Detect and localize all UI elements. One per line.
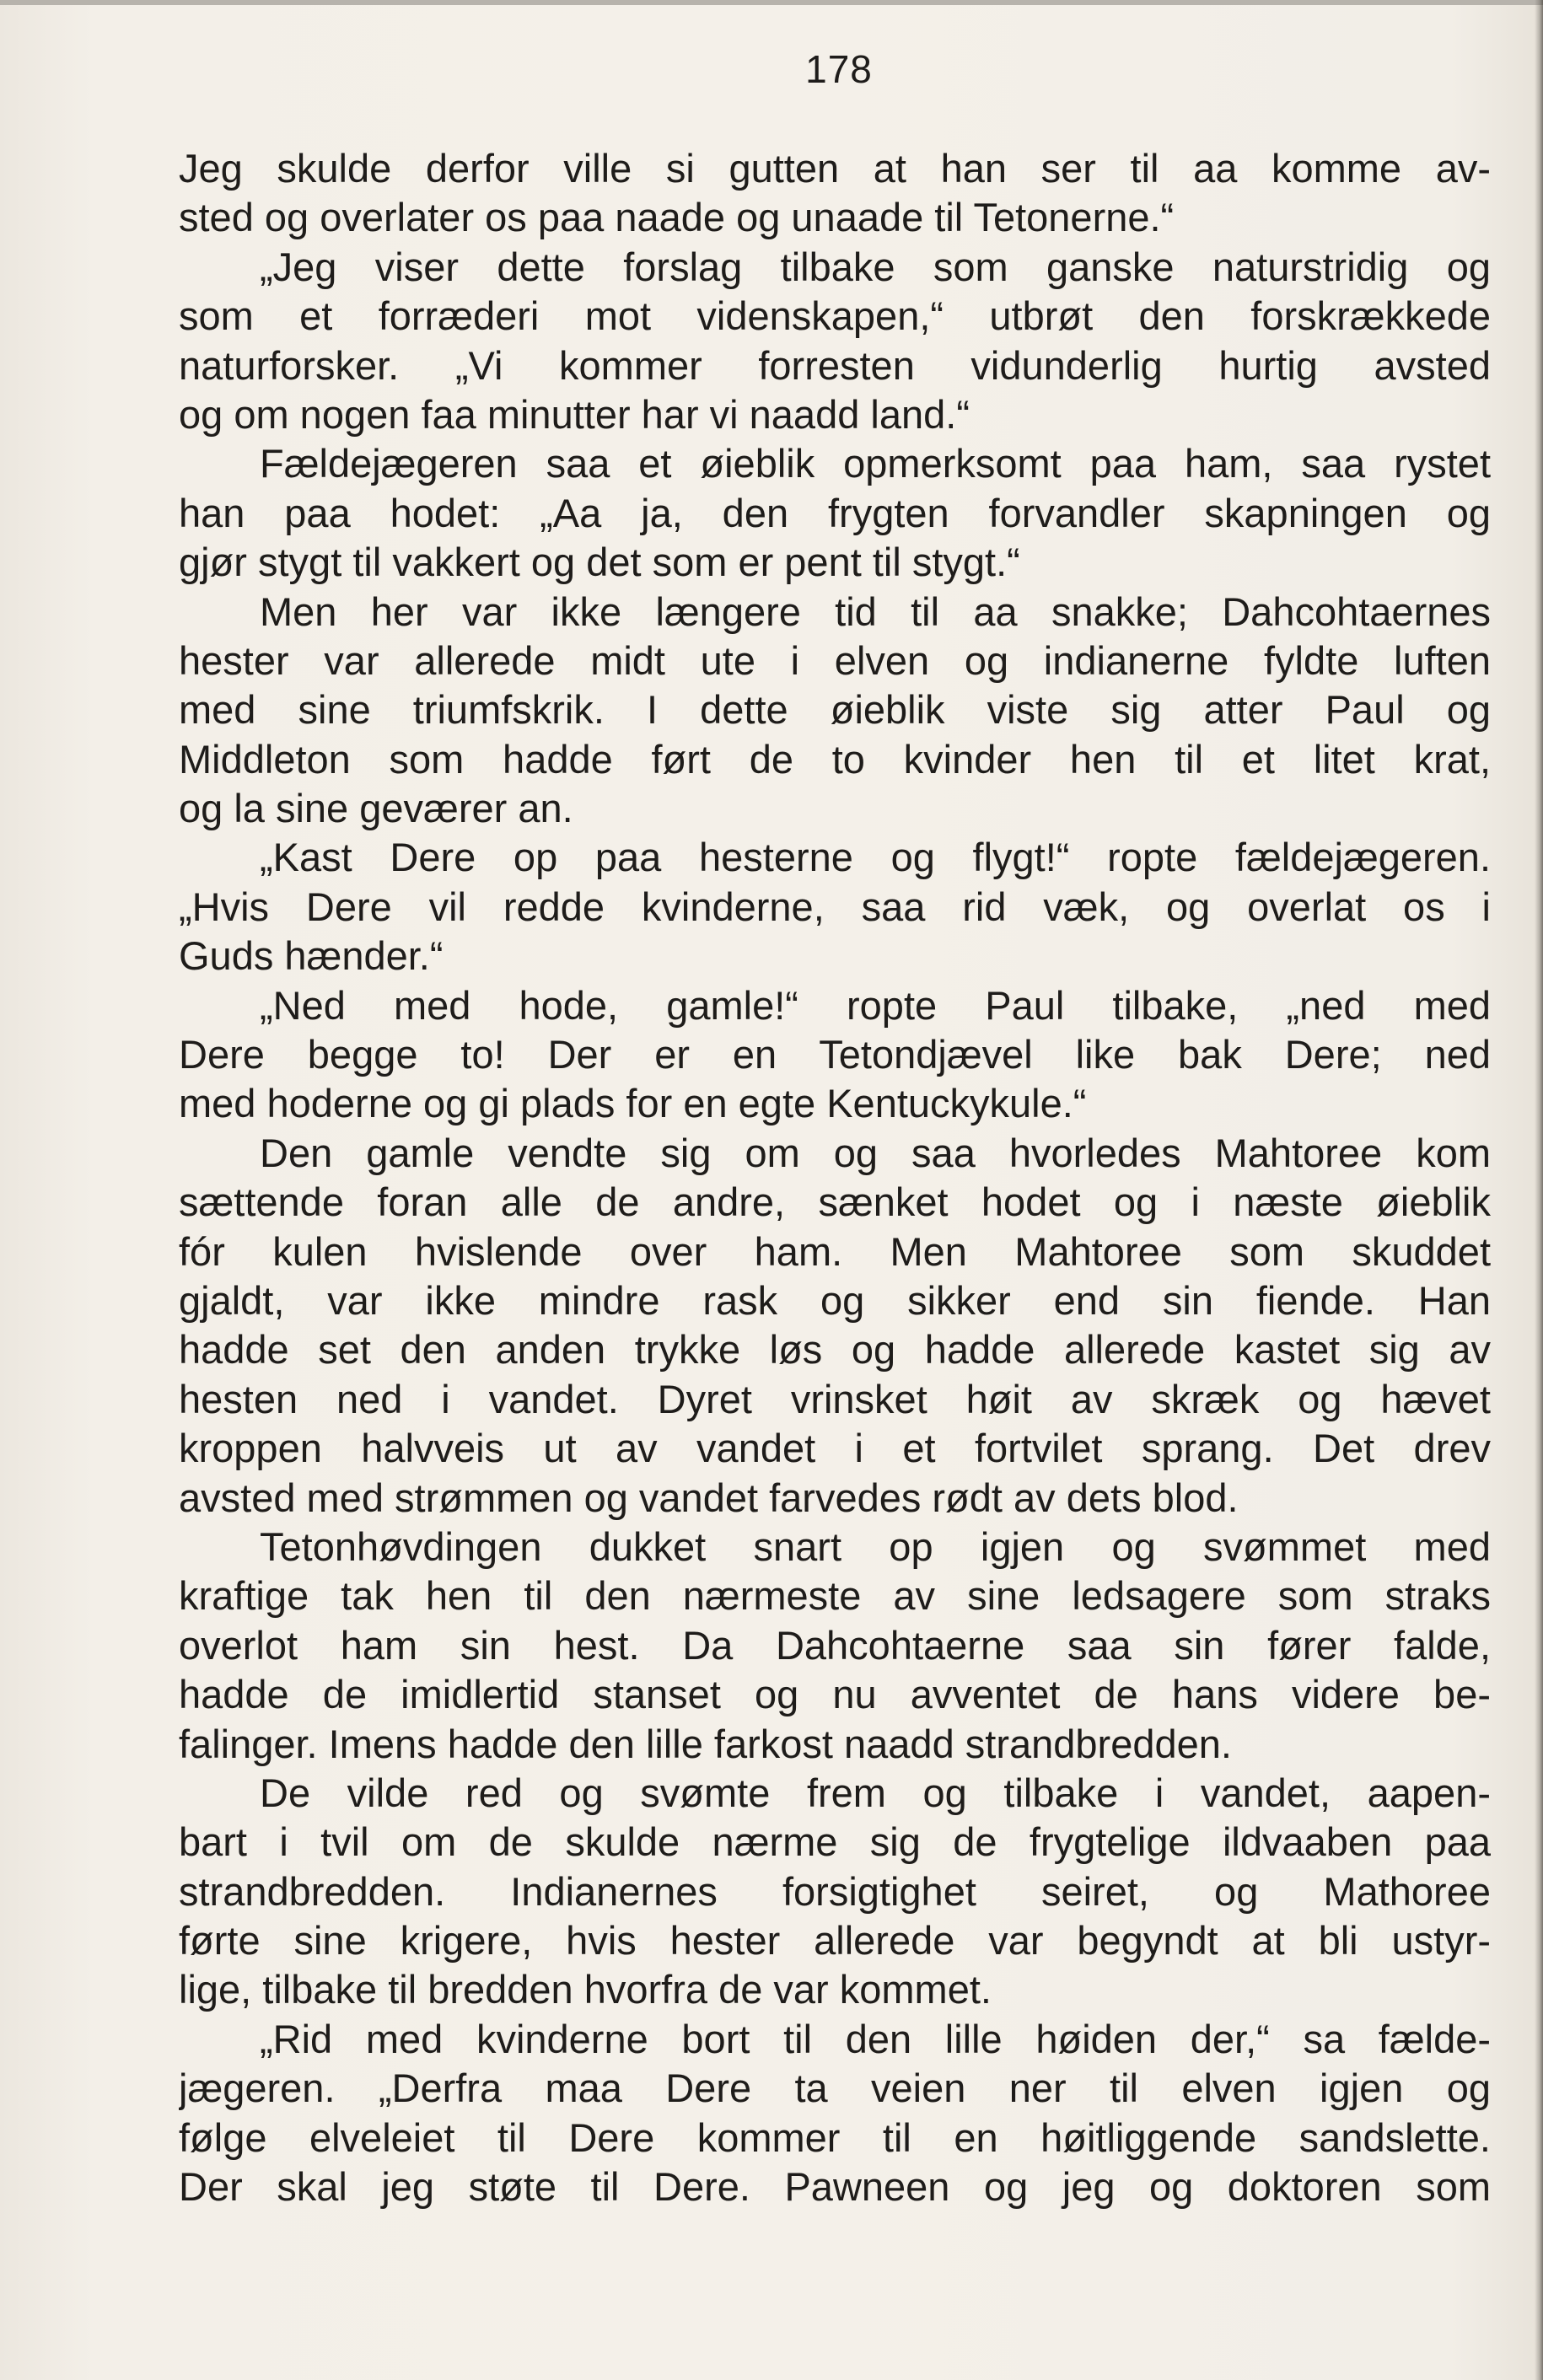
text-line: Middleton som hadde ført de to kvinder hen til et litet krat,: [179, 736, 1491, 782]
text-line: hesten ned i vandet. Dyret vrinsket høit av skræk og hævet: [179, 1376, 1491, 1421]
text-line: naturforsker. „Vi kommer forresten vidunderlig hurtig avsted: [179, 342, 1491, 388]
text-line: strandbredden. Indianernes forsigtighet seiret, og Mathoree: [179, 1868, 1491, 1914]
text-line: Guds hænder.“: [179, 933, 444, 979]
text-line: Tetonhøvdingen dukket snart op igjen og svømmet med: [260, 1523, 1491, 1569]
text-line: Fældejægeren saa et øieblik opmerksomt paa ham, saa rystet: [260, 441, 1491, 486]
text-line: bart i tvil om de skulde nærme sig de frygtelige ildvaaben paa: [179, 1819, 1491, 1865]
text-line: De vilde red og svømte frem og tilbake i vandet, aapen-: [260, 1770, 1491, 1815]
text-line: sættende foran alle de andre, sænket hodet og i næste øieblik: [179, 1179, 1491, 1225]
text-line: og om nogen faa minutter har vi naadd land.“: [179, 391, 970, 437]
text-line: han paa hodet: „Aa ja, den frygten forvandler skapningen og: [179, 490, 1491, 535]
text-line: med hoderne og gi plads for en egte Kentuckykule.“: [179, 1081, 1087, 1126]
text-line: Jeg skulde derfor ville si gutten at han ser til aa komme av-: [179, 146, 1491, 191]
text-line: Dere begge to! Der er en Tetondjævel like bak Dere; ned: [179, 1032, 1491, 1077]
text-line: „Jeg viser dette forslag tilbake som ganske naturstridig og: [260, 244, 1491, 289]
text-line: følge elveleiet til Dere kommer til en høitliggende sandslette.: [179, 2114, 1491, 2160]
text-line: overlot ham sin hest. Da Dahcohtaerne saa sin fører falde,: [179, 1622, 1491, 1668]
text-line: „Kast Dere op paa hesterne og flygt!“ ropte fældejægeren.: [260, 835, 1491, 880]
text-line: hadde set den anden trykke løs og hadde allerede kastet sig av: [179, 1327, 1491, 1373]
scan-top-edge: [0, 0, 1543, 5]
text-line: „Ned med hode, gamle!“ ropte Paul tilbake, „ned med: [260, 982, 1491, 1028]
text-line: fór kulen hvislende over ham. Men Mahtoree som skuddet: [179, 1228, 1491, 1274]
body-text: [179, 144, 1491, 2211]
text-line: sted og overlater os paa naade og unaade til Tetonerne.“: [179, 195, 1175, 240]
text-line: jægeren. „Derfra maa Dere ta veien ner til elven igjen og: [179, 2066, 1491, 2111]
text-line: lige, tilbake til bredden hvorfra de var kommet.: [179, 1967, 992, 2012]
text-line: gjør stygt til vakkert og det som er pent til stygt.“: [179, 540, 1020, 585]
text-line: „Hvis Dere vil redde kvinderne, saa rid væk, og overlat os i: [179, 884, 1491, 929]
text-line: Den gamle vendte sig om og saa hvorledes Mahtoree kom: [260, 1130, 1491, 1175]
text-line: falinger. Imens hadde den lille farkost naadd strandbredden.: [179, 1721, 1232, 1766]
text-line: hadde de imidlertid stanset og nu avventet de hans videre be-: [179, 1672, 1491, 1717]
text-line: avsted med strømmen og vandet farvedes rødt av dets blod.: [179, 1475, 1239, 1520]
text-line: hester var allerede midt ute i elven og indianerne fyldte luften: [179, 637, 1491, 683]
text-line: med sine triumfskrik. I dette øieblik viste sig atter Paul og: [179, 687, 1491, 733]
text-line: kroppen halvveis ut av vandet i et fortvilet sprang. Det drev: [179, 1426, 1491, 1471]
text-line: som et forræderi mot videnskapen,“ utbrøt den forskrækkede: [179, 293, 1491, 339]
text-line: og la sine geværer an.: [179, 786, 573, 831]
text-line: Men her var ikke længere tid til aa snakke; Dahcohtaernes: [260, 588, 1491, 634]
text-line: førte sine krigere, hvis hester allerede var begyndt at bli ustyr-: [179, 1918, 1491, 1964]
scan-right-edge: [1535, 0, 1543, 2380]
text-line: „Rid med kvinderne bort til den lille høiden der,“ sa fælde-: [260, 2016, 1491, 2061]
page-number: 178: [805, 47, 873, 91]
text-line: Der skal jeg støte til Dere. Pawneen og jeg og doktoren som: [179, 2164, 1491, 2210]
text-line: kraftige tak hen til den nærmeste av sine ledsagere som straks: [179, 1573, 1491, 1619]
text-line: gjaldt, var ikke mindre rask og sikker end sin fiende. Han: [179, 1277, 1491, 1323]
